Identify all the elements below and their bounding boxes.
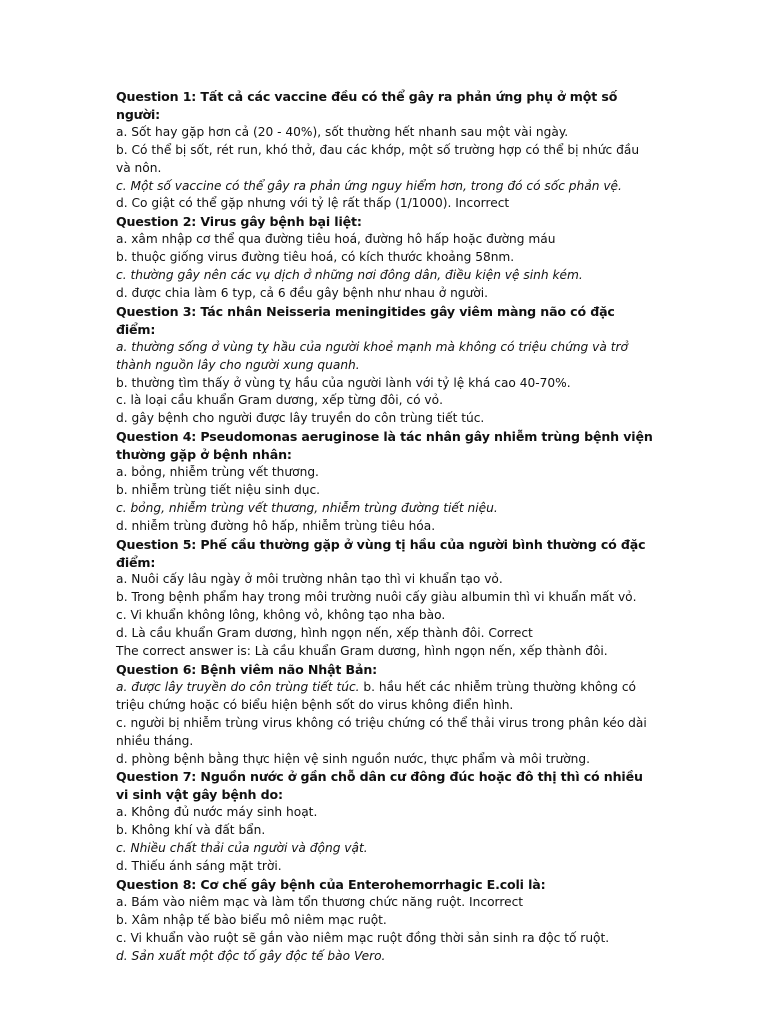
- answer-option-highlighted: c. thường gây nên các vụ dịch ở những nơi đông dân, điều kiện vệ sinh kém.: [116, 268, 583, 283]
- answer-option: c. người bị nhiễm trùng virus không có triệu chứng có thể thải virus trong phân kéo dài nhiều tháng.: [116, 715, 647, 748]
- question-block: [116, 88, 656, 213]
- answer-option: b. Trong bệnh phẩm hay trong môi trường nuôi cấy giàu albumin thì vi khuẩn mất vỏ.: [116, 590, 637, 605]
- answer-option: d. nhiễm trùng đường hô hấp, nhiễm trùng tiêu hóa.: [116, 518, 436, 533]
- answer-option: d. Là cầu khuẩn Gram dương, hình ngọn nến, xếp thành đôi. Correct: [116, 626, 533, 641]
- answer-option-highlighted: c. Một số vaccine có thể gây ra phản ứng nguy hiểm hơn, trong đó có sốc phản vệ.: [116, 178, 622, 193]
- question-title: Question 3: Tác nhân Neisseria meningitides gây viêm màng não có đặc điểm:: [116, 303, 615, 337]
- question-title: Question 7: Nguồn nước ở gần chỗ dân cư đông đúc hoặc đô thị thì có nhiều vi sinh vật gây bệnh do:: [116, 769, 643, 803]
- question-title: Question 4: Pseudomonas aeruginose là tác nhân gây nhiễm trùng bệnh viện thường gặp ở bệnh nhân:: [116, 429, 653, 463]
- answer-option-highlighted: c. Nhiều chất thải của người và động vật.: [116, 841, 368, 856]
- answer-option: d. Co giật có thể gặp nhưng với tỷ lệ rất thấp (1/1000). Incorrect: [116, 196, 510, 211]
- question-title: Question 5: Phế cầu thường gặp ở vùng tị hầu của người bình thường có đặc điểm:: [116, 536, 646, 570]
- question-block: [116, 768, 656, 875]
- answer-option: a. Sốt hay gặp hơn cả (20 - 40%), sốt thường hết nhanh sau một vài ngày.: [116, 124, 569, 139]
- answer-option-mixed: [116, 679, 656, 715]
- question-block: [116, 213, 656, 303]
- question-block: [116, 536, 656, 661]
- answer-option: b. Xâm nhập tế bào biểu mô niêm mạc ruột.: [116, 912, 387, 927]
- answer-option-highlighted: a. thường sống ở vùng tỵ hầu của người khoẻ mạnh mà không có triệu chứng và trở thành nguồn lây cho người xung quanh.: [116, 339, 628, 372]
- question-block: [116, 876, 656, 966]
- quiz-content: [116, 88, 656, 965]
- answer-option: b. nhiễm trùng tiết niệu sinh dục.: [116, 482, 321, 497]
- answer-option: b. Không khí và đất bẩn.: [116, 823, 266, 838]
- answer-option: c. là loại cầu khuẩn Gram dương, xếp từng đôi, có vỏ.: [116, 393, 443, 408]
- correct-answer-note: The correct answer is: Là cầu khuẩn Gram dương, hình ngọn nến, xếp thành đôi.: [116, 644, 608, 659]
- question-block: [116, 428, 656, 535]
- answer-option-highlighted: d. Sản xuất một độc tố gây độc tế bào Vero.: [116, 948, 386, 963]
- answer-option: b. hầu hết các nhiễm trùng thường không có triệu chứng hoặc có biểu hiện bệnh sốt do virus không điển hình.: [116, 679, 636, 712]
- question-block: [116, 661, 656, 768]
- answer-option-highlighted: a. được lây truyền do côn trùng tiết túc.: [116, 679, 360, 694]
- question-title: Question 1: Tất cả các vaccine đều có thể gây ra phản ứng phụ ở một số người:: [116, 89, 618, 122]
- question-title: Question 2: Virus gây bệnh bại liệt:: [116, 214, 362, 230]
- answer-option: a. Không đủ nước máy sinh hoạt.: [116, 805, 318, 820]
- answer-option: d. phòng bệnh bằng thực hiện vệ sinh nguồn nước, thực phẩm và môi trường.: [116, 751, 591, 766]
- answer-option: b. Có thể bị sốt, rét run, khó thở, đau các khớp, một số trường hợp có thể bị nhức đầu và nôn.: [116, 142, 640, 175]
- answer-option: a. bỏng, nhiễm trùng vết thương.: [116, 465, 319, 480]
- answer-option: d. Thiếu ánh sáng mặt trời.: [116, 858, 282, 873]
- question-title: Question 6: Bệnh viêm não Nhật Bản:: [116, 662, 378, 677]
- answer-option: a. xâm nhập cơ thể qua đường tiêu hoá, đường hô hấp hoặc đường máu: [116, 232, 556, 247]
- answer-option: d. gây bệnh cho người được lây truyền do côn trùng tiết túc.: [116, 411, 485, 426]
- question-block: [116, 303, 656, 428]
- answer-option: a. Bám vào niêm mạc và làm tổn thương chức năng ruột. Incorrect: [116, 894, 524, 909]
- answer-option: d. được chia làm 6 typ, cả 6 đều gây bệnh như nhau ở người.: [116, 285, 488, 300]
- answer-option: b. thuộc giống virus đường tiêu hoá, có kích thước khoảng 58nm.: [116, 250, 515, 265]
- answer-option: b. thường tìm thấy ở vùng tỵ hầu của người lành với tỷ lệ khá cao 40-70%.: [116, 375, 571, 390]
- answer-option: c. Vi khuẩn không lông, không vỏ, không tạo nha bào.: [116, 608, 446, 623]
- answer-option: c. Vi khuẩn vào ruột sẽ gắn vào niêm mạc ruột đồng thời sản sinh ra độc tố ruột.: [116, 930, 610, 945]
- answer-option-highlighted: c. bỏng, nhiễm trùng vết thương, nhiễm trùng đường tiết niệu.: [116, 500, 498, 515]
- answer-option: a. Nuôi cấy lâu ngày ở môi trường nhân tạo thì vi khuẩn tạo vỏ.: [116, 572, 503, 587]
- question-title: Question 8: Cơ chế gây bệnh của Enterohemorrhagic E.coli là:: [116, 876, 546, 892]
